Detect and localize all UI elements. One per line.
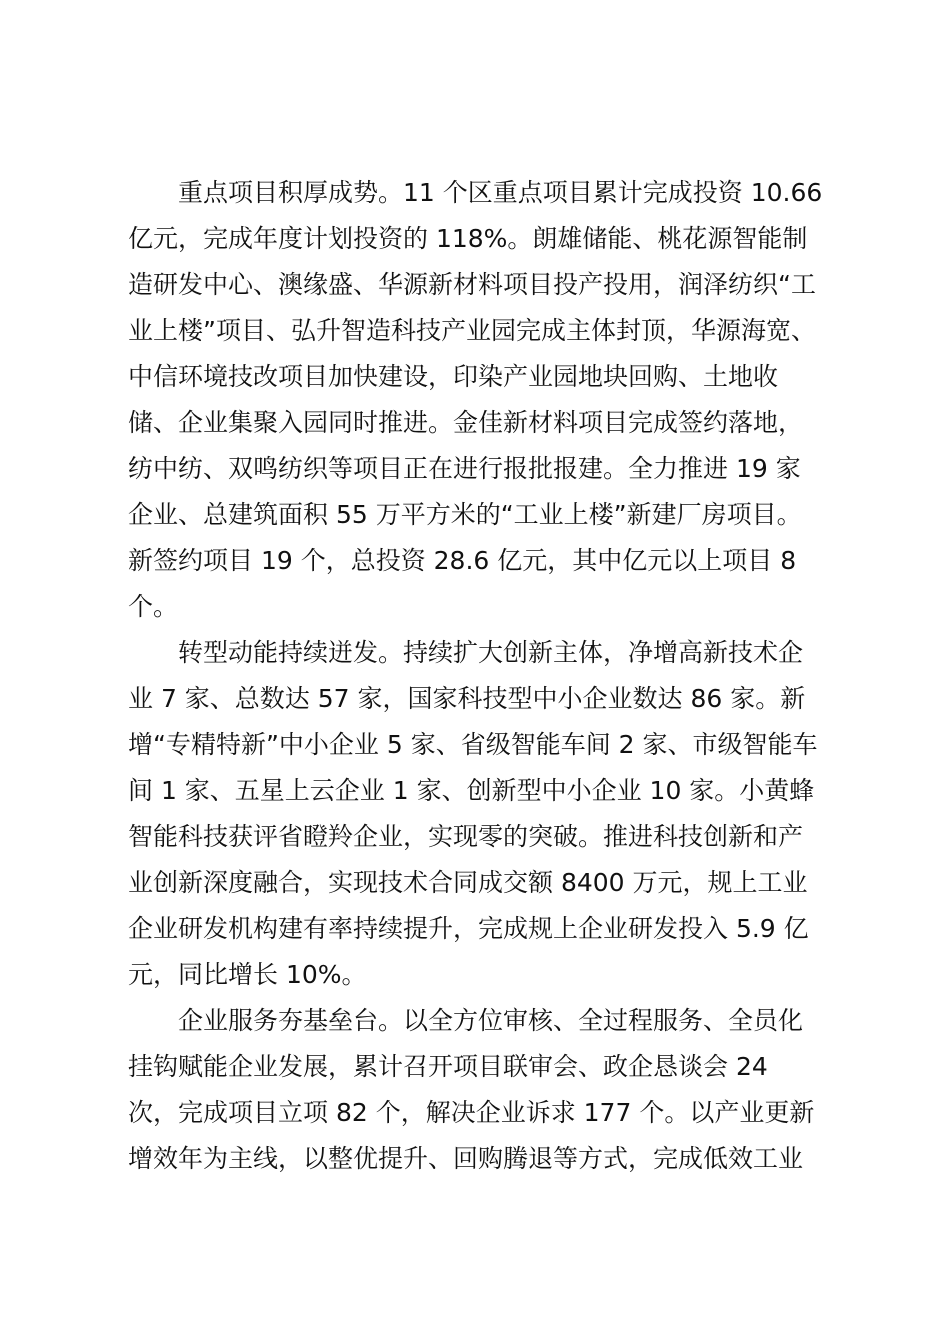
text-line: 个。 [128,592,179,621]
text-line: 挂钩赋能企业发展，累计召开项目联审会、政企恳谈会 24 [128,1052,768,1081]
text-line: 业 7 家、总数达 57 家，国家科技型中小企业数达 86 家。新 [128,684,806,713]
text-line: 元，同比增长 10%。 [128,960,367,989]
text-line: 转型动能持续迸发。持续扩大创新主体，净增高新技术企 [178,638,804,667]
text-line: 间 1 家、五星上云企业 1 家、创新型中小企业 10 家。小黄蜂 [128,776,815,805]
text-line: 企业服务夯基垒台。以全方位审核、全过程服务、全员化 [178,1006,804,1035]
text-line: 企业研发机构建有率持续提升，完成规上企业研发投入 5.9 亿 [128,914,809,943]
text-line: 智能科技获评省瞪羚企业，实现零的突破。推进科技创新和产 [128,822,804,851]
text-line: 增效年为主线，以整优提升、回购腾退等方式，完成低效工业 [128,1144,804,1173]
text-line: 重点项目积厚成势。11 个区重点项目累计完成投资 10.66 [178,178,823,207]
text-line: 亿元，完成年度计划投资的 118%。朗雄储能、桃花源智能制 [128,224,808,253]
paragraph-key-projects [128,170,828,630]
document-body [128,170,828,1182]
text-line: 业创新深度融合，实现技术合同成交额 8400 万元，规上工业 [128,868,808,897]
paragraph-transformation [128,630,828,998]
text-line: 纺中纺、双鸣纺织等项目正在进行报批报建。全力推进 19 家 [128,454,801,483]
text-line: 造研发中心、澳缘盛、华源新材料项目投产投用，润泽纺织“工 [128,270,816,299]
text-line: 增“专精特新”中小企业 5 家、省级智能车间 2 家、市级智能车 [128,730,818,759]
text-line: 中信环境技改项目加快建设，印染产业园地块回购、土地收 [128,362,779,391]
text-line: 次，完成项目立项 82 个，解决企业诉求 177 个。以产业更新 [128,1098,815,1127]
text-line: 储、企业集聚入园同时推进。金佳新材料项目完成签约落地， [128,408,804,437]
text-line: 新签约项目 19 个，总投资 28.6 亿元，其中亿元以上项目 8 [128,546,797,575]
text-line: 业上楼”项目、弘升智造科技产业园完成主体封顶，华源海宽、 [128,316,816,345]
paragraph-enterprise-service [128,998,828,1182]
text-line: 企业、总建筑面积 55 万平方米的“工业上楼”新建厂房项目。 [128,500,802,529]
